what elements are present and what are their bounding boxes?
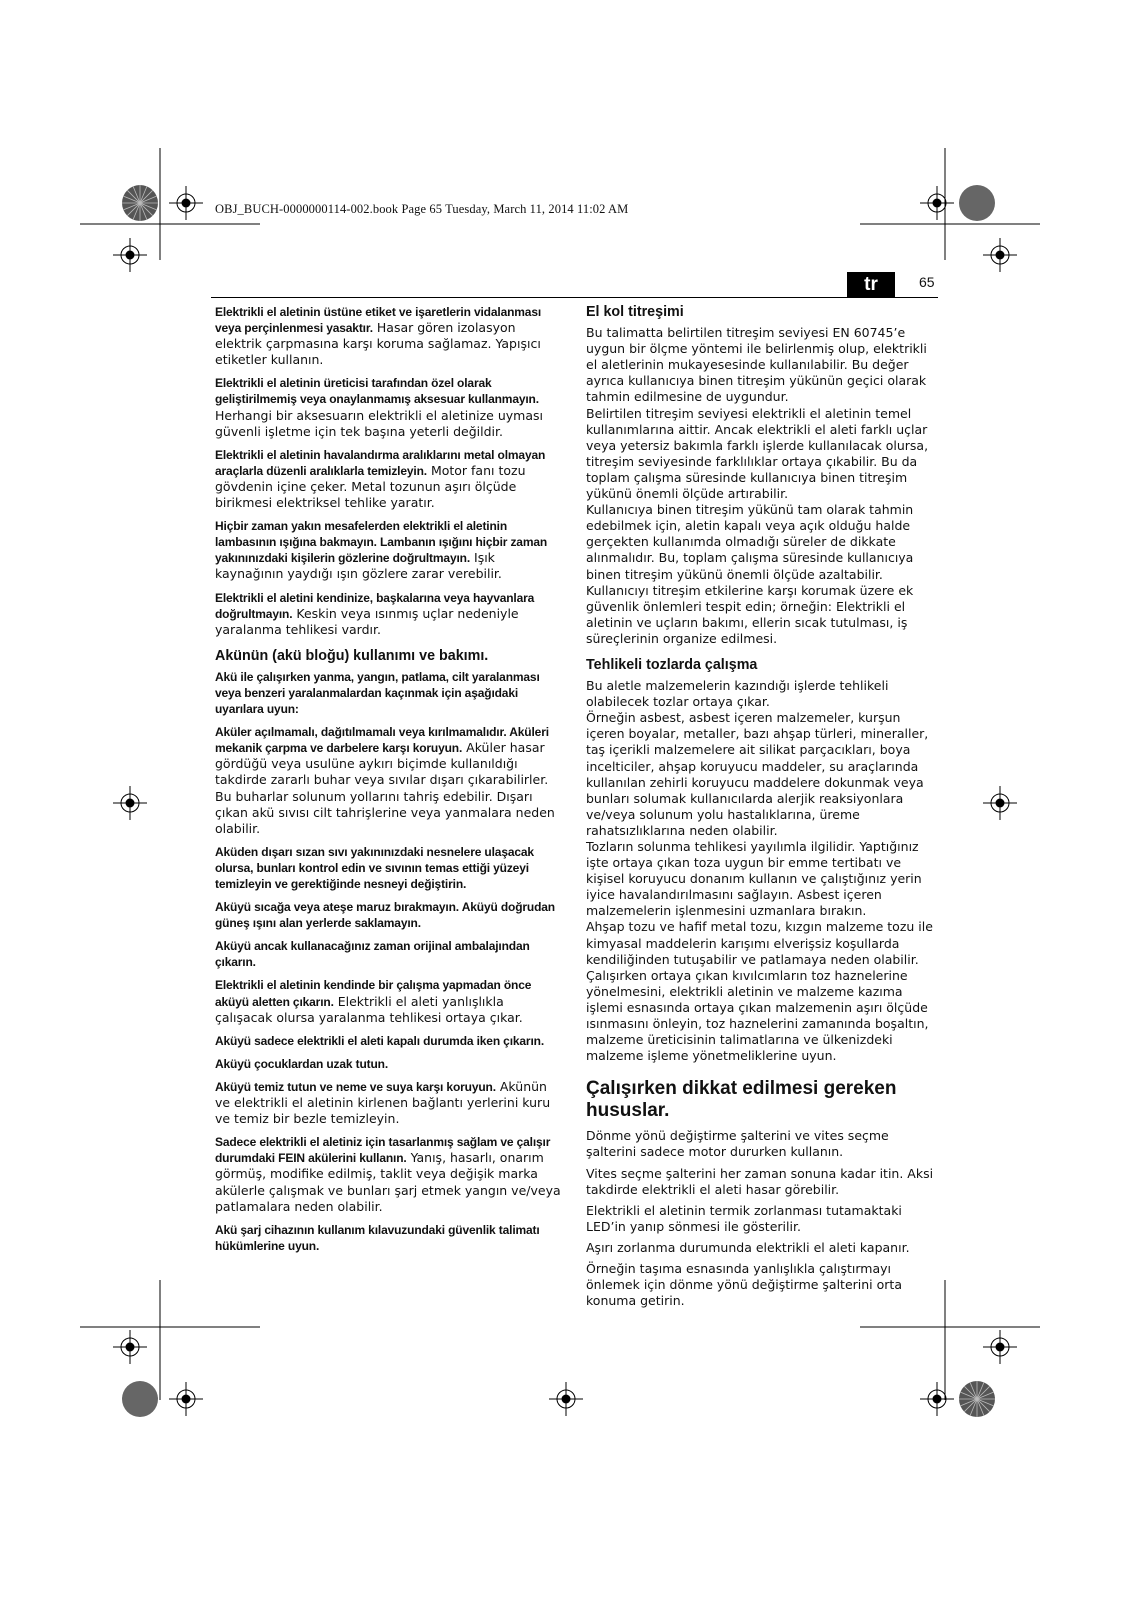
notes-paragraph: Vites seçme şalterini her zaman sonuna kadar itin. Aksi takdirde elektrikli el aleti hasar görebilir. xyxy=(586,1165,934,1197)
book-info-header: OBJ_BUCH-0000000114-002.book Page 65 Tuesday, March 11, 2014 11:02 AM xyxy=(215,202,629,216)
safety-paragraph: Elektrikli el aletinin üstüne etiket ve işaretlerin vidalanması veya perçinlenmesi yasaktır. Hasar gören izolasyon elektrik çarpmasına karşı koruma sağlamaz. Yapışıcı etiketler kullanın. xyxy=(215,305,542,368)
battery-paragraph: Akü ile çalışırken yanma, yangın, patlama, cilt yaralanması veya benzeri yaralanmalardan kaçınmak için aşağıdaki uyarılara uyun: xyxy=(215,669,540,717)
battery-paragraph: Aküler açılmamalı, dağıtılmamalı veya kırılmamalıdır. Aküleri mekanik çarpma ve darbelere karşı koruyun. Aküler hasar gördüğü veya usulüne aykırı biçimde kullanıldığı takdirde zararlı buhar veya sıvılar dışarı çıkarabilirler. Bu buharlar solunum yollarını tahriş edebilir. Dışarı çıkan akü sıvısı cilt tahrişlerine veya yanmalara neden olabilir. xyxy=(215,725,555,836)
battery-paragraph: Aküyü çocuklardan uzak tutun. xyxy=(215,1056,389,1071)
battery-paragraph: Elektrikli el aletinin kendinde bir çalışma yapmadan önce aküyü aletten çıkarın. Elektrikli el aleti yanlışlıkla çalışacak olursa yaralanma tehlikesi ortaya çıkar. xyxy=(215,978,532,1025)
battery-paragraph: Aküyü sadece elektrikli el aleti kapalı durumda iken çıkarın. xyxy=(215,1033,545,1048)
vibration-heading: El kol titreşimi xyxy=(586,304,684,320)
left-column xyxy=(215,304,565,1261)
battery-section-heading: Akünün (akü bloğu) kullanımı ve bakımı. xyxy=(215,647,489,664)
battery-paragraph: Akü şarj cihazının kullanım kılavuzundaki güvenlik talimatı hükümlerine uyun. xyxy=(215,1222,540,1253)
vibration-paragraph: Belirtilen titreşim seviyesi elektrikli el aletinin temel kullanımlarına aittir. Ancak elektrikli el aleti farklı uçlar veya yetersiz bakımla farklı işlerde kullanılacak olursa, titreşim seviyesinde farklılıklar ortaya çıkabilir. Bu da toplam çalışma süresinde kullanıcıya binen titreşim yükünü önemli ölçüde artırabilir. xyxy=(586,405,929,502)
notes-paragraph: Elektrikli el aletinin termik zorlanması tutamaktaki LED’in yanıp sönmesi ile gösterilir. xyxy=(586,1202,902,1234)
safety-paragraph: Hiçbir zaman yakın mesafelerden elektrikli el aletinin lambasının ışığına bakmayın. Lambanın ışığını hiçbir zaman yakınınızdaki kişilerin gözlerine doğrultmayın. Işık kaynağının yaydığı ışın gözlere zarar verebilir. xyxy=(215,519,548,582)
vibration-paragraph: Bu talimatta belirtilen titreşim seviyesi EN 60745’e uygun bir ölçme yöntemi ile belirlenmiş olup, elektrikli el aletlerinin mukayesesinde kullanılabilir. Bu değer ayrıca kullanıcıya binen titreşim yükünün geçici olarak tahmin edilmesine de uygundur. xyxy=(586,325,927,405)
dust-paragraph: Ahşap tozu ve hafif metal tozu, kızgın malzeme tozu ile kimyasal maddelerin karışımı elverişsiz koşullarda kendiliğinden tutuşabilir ve patlamaya neden olabilir. Çalışırken ortaya çıkan kıvılcımların toz haznelerine yönelmesini, elektrikli aletinin ve malzeme kazıma işlemi esnasında ortaya çıkan malzemenin aşırı ölçüde ısınmasını önleyin, toz haznelerini zamanında boşaltın, malzeme üreticisinin talimatlarına ve ülkenizdeki malzeme işleme yönetmeliklerine uyun. xyxy=(586,919,933,1064)
notes-paragraph: Dönme yönü değiştirme şalterini ve vites seçme şalterini sadece motor dururken kullanın. xyxy=(586,1128,889,1160)
right-column xyxy=(586,304,938,1309)
dust-paragraph: Tozların solunma tehlikesi yayılımla ilgilidir. Yaptığınız işte ortaya çıkan toza uygun bir emme tertibatı ve kişisel koruyucu donanım kullanın ve çalıştığınız yerin iyice havalandırılmasını sağlayın. Asbest içeren malzemelerin işlenmesini uzmanlara bırakın. xyxy=(586,839,922,919)
battery-paragraph: Sadece elektrikli el aletiniz için tasarlanmış sağlam ve çalışır durumdaki FEIN akülerini kullanın. Yanış, hasarlı, onarım görmüş, modifike edilmiş, taklit veya değişik marka akülerle çalışmak ve bunları şarj etmek yangın ve/veya patlamalara neden olabilir. xyxy=(215,1135,561,1214)
safety-paragraph: Elektrikli el aletinin üreticisi tarafından özel olarak geliştirilmemiş veya onaylanmamış aksesuar kullanmayın. Herhangi bir aksesuarın elektrikli el aletinize uyması güvenli işletme için tek başına yeterli değildir. xyxy=(215,376,543,439)
dust-paragraph: Örneğin asbest, asbest içeren malzemeler, kurşun içeren boyalar, metaller, bazı ahşap türleri, mineraller, taş içerikli malzemelere ait silikat parçacıkları, boya incelticiler, ahşap koruyucu maddeler, su araçlarında kullanılan zehirli koruyucu maddelere dokunmak veya bunları solumak kullanıcılarda alerjik reaksiyonlara ve/veya solunum yolu hastalıklarına, üreme rahatsızlıklarına neden olabilir. xyxy=(586,710,929,838)
notes-paragraph: Örneğin taşıma esnasında yanlışlıkla çalıştırmayı önlemek için dönme yönü değiştirme şalterini orta konuma getirin. xyxy=(586,1260,902,1309)
language-tab: tr xyxy=(847,272,895,298)
dust-heading: Tehlikeli tozlarda çalışma xyxy=(586,656,758,673)
notes-paragraph: Aşırı zorlanma durumunda elektrikli el aleti kapanır. xyxy=(586,1239,910,1255)
battery-paragraph: Aküden dışarı sızan sıvı yakınınızdaki nesnelere ulaşacak olursa, bunları kontrol edin ve sıvının temas ettiği yüzeyi temizleyin ve gerektiğinde nesneyi değiştirin. xyxy=(215,844,534,891)
page-number: 65 xyxy=(919,274,935,290)
battery-paragraph: Aküyü temiz tutun ve neme ve suya karşı koruyun. Akünün ve elektrikli el aletinin kirlenen bağlantı yerlerini kuru ve temiz bir bezle temizleyin. xyxy=(215,1078,551,1127)
dust-paragraph: Bu aletle malzemelerin kazındığı işlerde tehlikeli olabilecek tozlar ortaya çıkar. xyxy=(586,678,889,710)
safety-paragraph: Elektrikli el aletinin havalandırma aralıklarını metal olmayan araçlarla düzenli aralıklarla temizleyin. Motor fanı tozu gövdenin içine çeker. Metal tozunun aşırı ölçüde birikmesi elektriksel tehlike yaratır. xyxy=(215,447,546,511)
header-rule xyxy=(211,297,938,298)
vibration-paragraph: Kullanıcıyı titreşim etkilerine karşı korumak üzere ek güvenlik önlemleri tespit edin; örneğin: Elektrikli el aletinin ve uçların bakımı, ellerin sıcak tutulması, iş süreçlerinin organize edilmesi. xyxy=(586,582,914,646)
notes-heading: Çalışırken dikkat edilmesi gereken hususlar. xyxy=(586,1078,897,1122)
battery-paragraph: Aküyü ancak kullanacağınız zaman orijinal ambalajından çıkarın. xyxy=(215,939,530,970)
vibration-paragraph: Kullanıcıya binen titreşim yükünü tam olarak tahmin edebilmek için, aletin kapalı veya açık olduğu halde gerçekten kullanımda olmadığı süreler de dikkate alınmalıdır. Bu, toplam çalışma süresinde kullanıcıya binen titreşim yükünü önemli ölçüde azaltabilir. xyxy=(586,502,914,582)
battery-paragraph: Aküyü sıcağa veya ateşe maruz bırakmayın. Aküyü doğrudan güneş ışını alan yerlerde saklamayın. xyxy=(215,900,555,931)
safety-paragraph: Elektrikli el aletini kendinize, başkalarına veya hayvanlara doğrultmayın. Keskin veya ısınmış uçlar nedeniyle yaralanma tehlikesi vardır. xyxy=(215,590,535,637)
